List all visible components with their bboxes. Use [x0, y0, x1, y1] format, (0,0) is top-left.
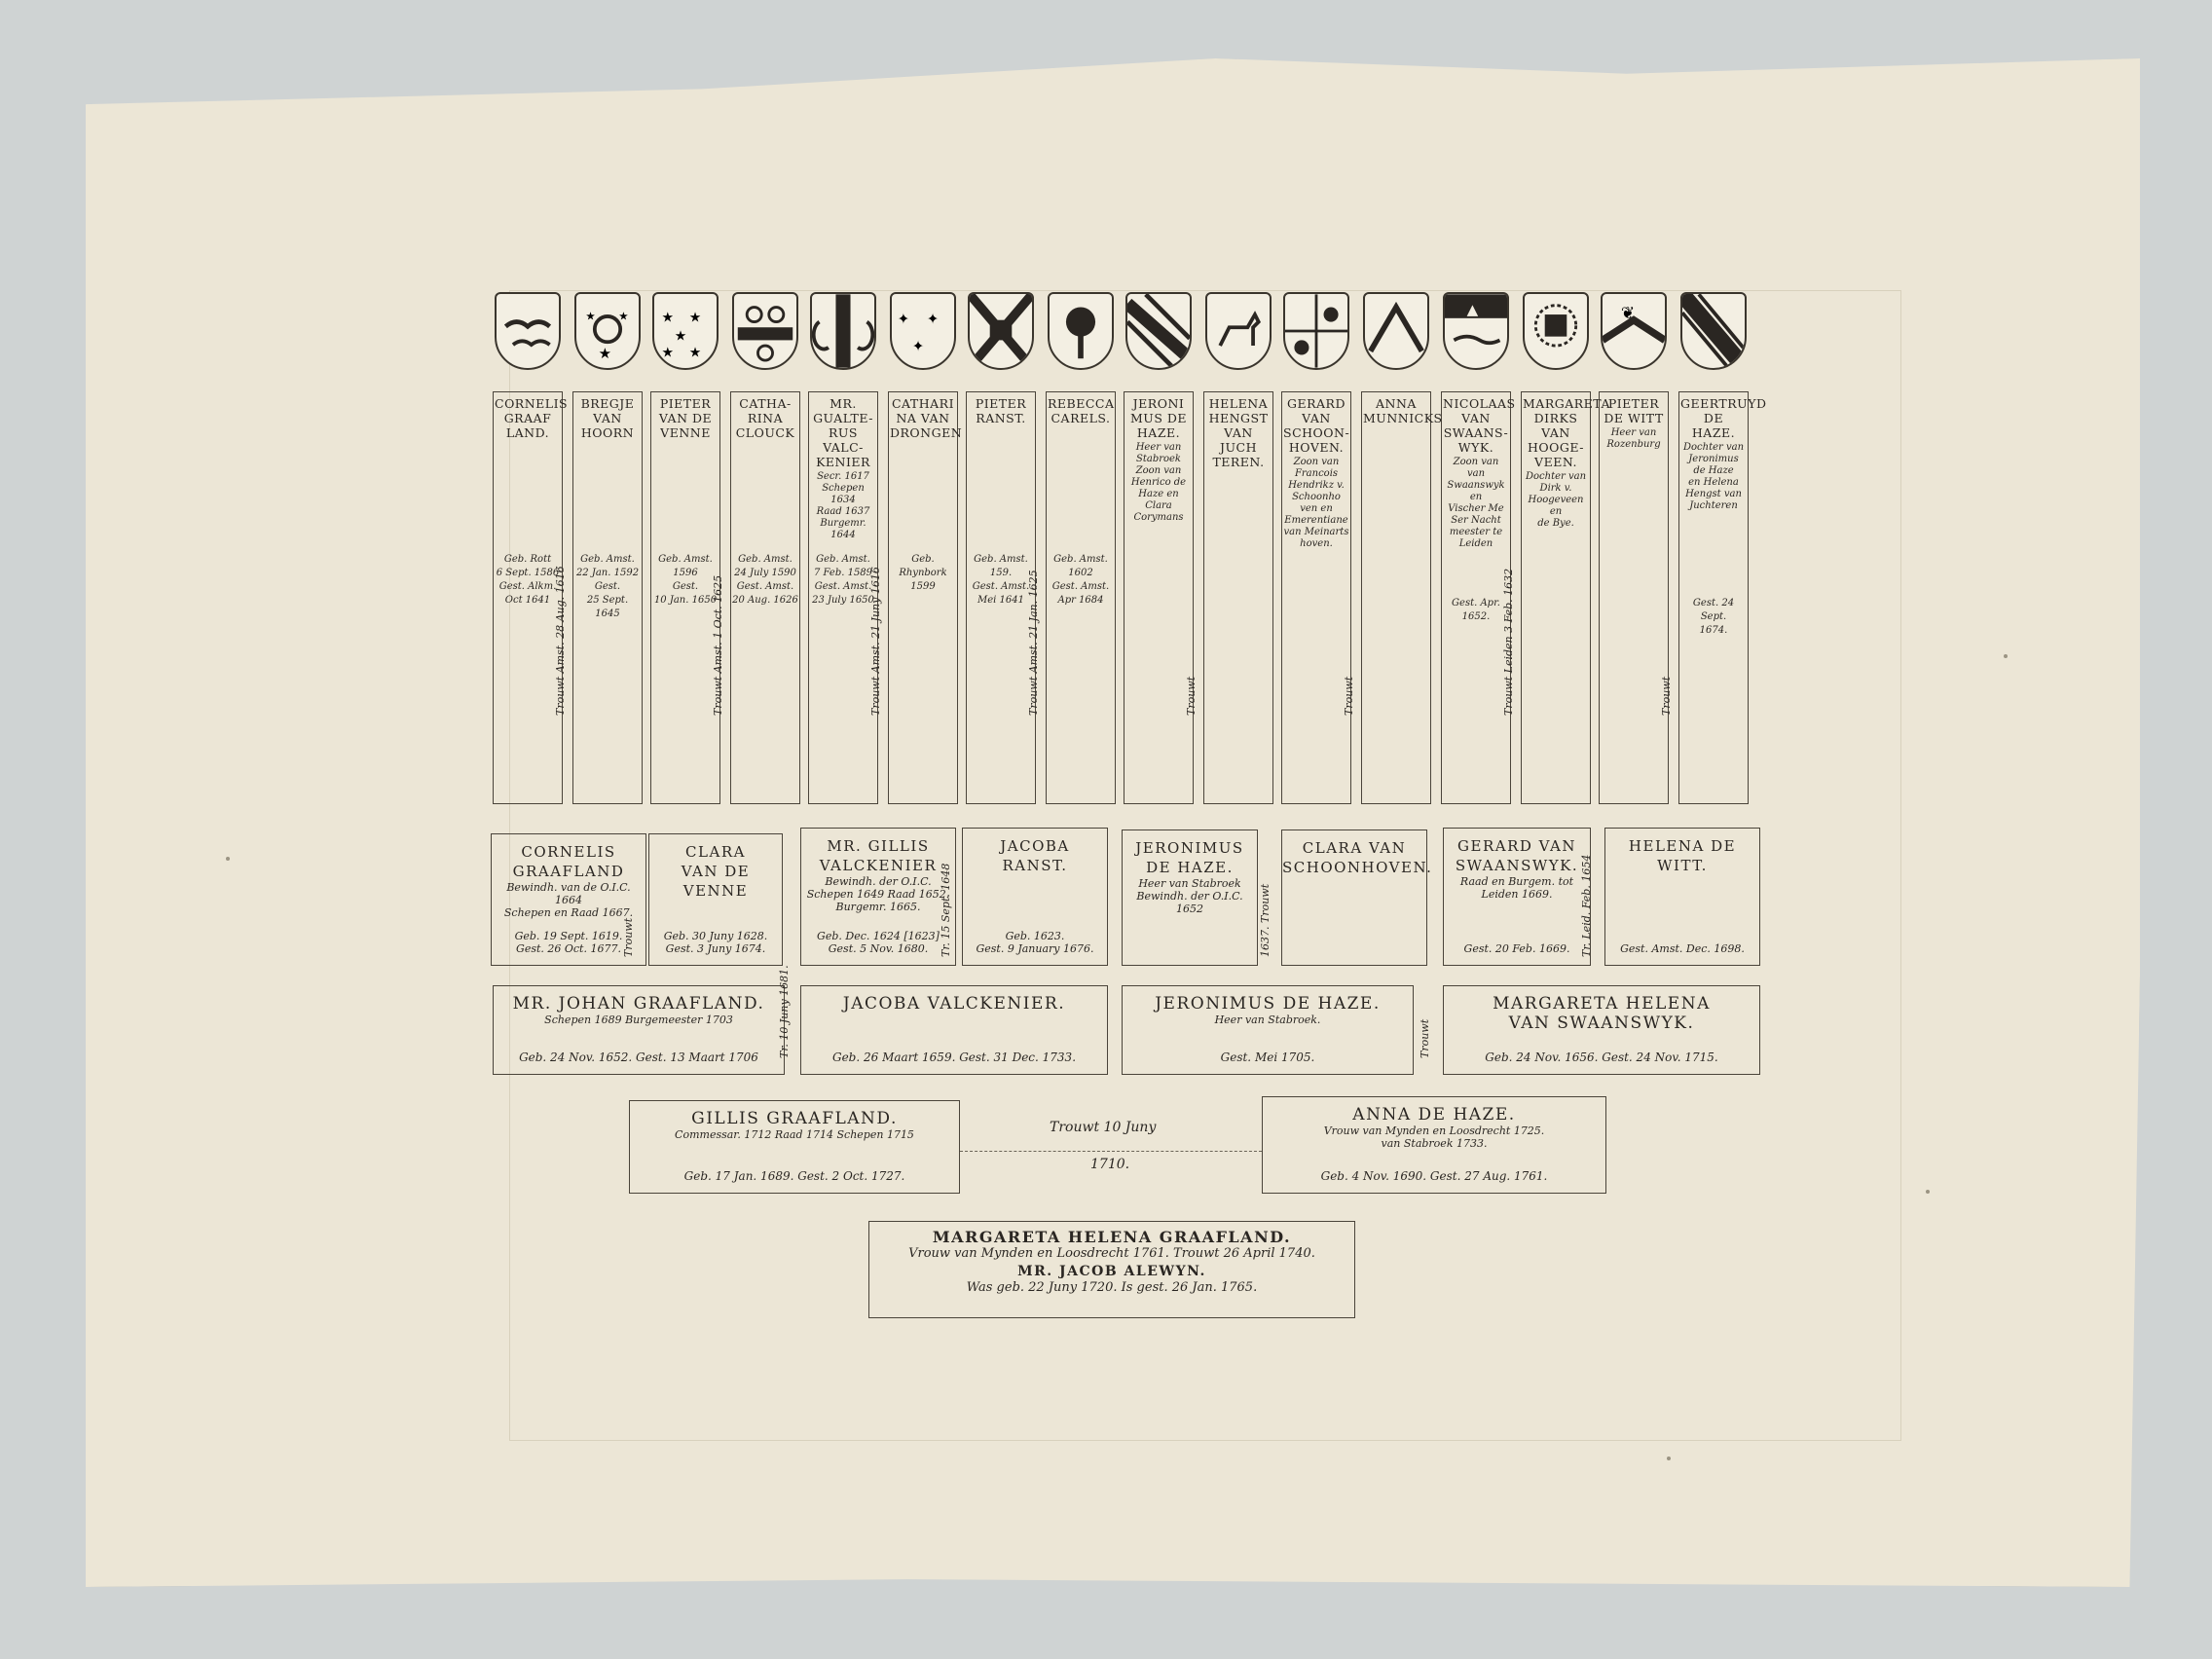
- subject-name: MARGARETA HELENA GRAAFLAND.: [932, 1228, 1292, 1246]
- ancestor-note: Heer van Rozenburg: [1606, 427, 1661, 450]
- ancestor-name: MARGARETA DIRKS VAN HOOGE- VEEN.: [1523, 396, 1610, 469]
- breghje-van-hoorn-arms-icon: [574, 292, 641, 370]
- ancestor-note: Dochter van Dirk v. Hoogeveen en de Bye.: [1525, 471, 1587, 529]
- grandparent-box: [1604, 828, 1760, 966]
- svg-text:★: ★: [661, 310, 675, 326]
- marriage-note: Trouwt Amst. 28 Aug. 1616: [554, 566, 567, 716]
- svg-text:✦: ✦: [911, 337, 925, 355]
- marriage-note: Trouwt Amst. 1 Oct. 1625: [712, 574, 724, 716]
- ancestor-name: GEERTRUYD DE HAZE.: [1680, 396, 1767, 440]
- grandparent-name: MR. GILLIS VALCKENIER: [819, 837, 938, 874]
- parent-note: Heer van Stabroek.: [1214, 1014, 1321, 1026]
- parent-name: JACOBA VALCKENIER.: [842, 994, 1066, 1014]
- ancestor-note: Secr. 1617 Schepen 1634 Raad 1637 Burgemr. 1644: [816, 471, 870, 540]
- ancestor-column: [730, 391, 800, 804]
- ancestor-column: [1124, 391, 1194, 804]
- jeronimus-de-haze-arms-icon: [1125, 292, 1192, 370]
- ancestor-dates: Geb. Amst. 1602 Gest. Amst. Apr 1684: [1051, 554, 1110, 606]
- grandparent-dates: Geb. Dec. 1624 [1623] Gest. 5 Nov. 1680.: [817, 930, 940, 955]
- grandparent-box: [1122, 830, 1258, 966]
- grandparent-dates: Geb. 30 Juny 1628. Gest. 3 Juny 1674.: [663, 930, 768, 955]
- pieter-van-de-venne-arms-icon: [652, 292, 719, 370]
- ancestor-column: [1599, 391, 1669, 804]
- marriage-note: 1637. Trouwt: [1259, 883, 1272, 957]
- ancestor-name: PIETER VAN DE VENNE: [658, 396, 713, 440]
- marriage-year: 1710.: [1090, 1157, 1130, 1172]
- gerard-van-schoonhoven-arms-icon: [1283, 292, 1349, 370]
- ancestor-note: Zoon van Francois Hendrikz v. Schoonho ven en Emerentiane van Meinarts hoven.: [1283, 457, 1349, 549]
- ancestor-dates: Geb. Amst. 159. Gest. Amst. Mei 1641: [972, 554, 1030, 606]
- marriage-note: Trouwt Leiden 3 Feb. 1632: [1502, 568, 1515, 716]
- svg-text:❦: ❦: [1620, 302, 1636, 322]
- grandparent-dates: Gest. 20 Feb. 1669.: [1463, 942, 1570, 955]
- ancestor-column: [888, 391, 963, 804]
- parent-dates: Geb. 24 Nov. 1656. Gest. 24 Nov. 1715.: [1485, 1051, 1718, 1064]
- svg-text:★: ★: [618, 310, 629, 323]
- marriage-note: Tr. 15 Sept. 1648: [940, 863, 952, 957]
- ancestor-dates: Geb. Amst. 1596 Gest. 10 Jan. 1650: [653, 554, 718, 606]
- grandparent-name: GERARD VAN SWAANSWYK.: [1455, 837, 1579, 874]
- marriage-note: Tr. 10 Juny 1681.: [778, 965, 791, 1058]
- ancestor-name: BREGJE VAN HOORN: [580, 396, 635, 440]
- marriage-note: Tr. Leid. Feb. 1654: [1580, 854, 1593, 957]
- ancestor-column: [1441, 391, 1516, 804]
- grandparent-dates: Geb. 19 Sept. 1619. Gest. 26 Oct. 1677.: [514, 930, 623, 955]
- ancestor-name: CATHA- RINA CLOUCK: [735, 396, 795, 440]
- pieter-ranst-arms-icon: [968, 292, 1034, 370]
- ancestor-name: CATHARI NA VAN DRONGEN: [890, 396, 963, 440]
- marriage-date: Trouwt 10 Juny: [1050, 1120, 1157, 1135]
- ancestor-dates: Gest. Apr. 1652.: [1452, 598, 1500, 622]
- grandparent-name: CLARA VAN SCHOONHOVEN.: [1282, 839, 1433, 876]
- grandparent-name: CORNELIS GRAAFLAND: [512, 843, 625, 880]
- ancestor-column: [650, 391, 720, 804]
- svg-text:▲: ▲: [1466, 301, 1479, 319]
- ancestor-dates: Geb. Rhynbork 1599: [899, 554, 947, 592]
- foxing-spot: [1667, 1456, 1671, 1460]
- gualtherus-valckenier-arms-icon: [810, 292, 876, 370]
- ancestor-dates: Gest. 24 Sept. 1674.: [1692, 598, 1735, 636]
- grandparent-name: CLARA VAN DE VENNE: [681, 843, 751, 900]
- ancestor-column: [1521, 391, 1610, 804]
- svg-text:★: ★: [585, 310, 596, 323]
- ancestor-column: [1361, 391, 1443, 804]
- parent-name: MARGARETA HELENA VAN SWAANSWYK.: [1493, 994, 1711, 1033]
- grandparent-note: Bewindh. der O.I.C. Schepen 1649 Raad 1652. Burgemr. 1665.: [806, 875, 950, 913]
- ancestor-dates: Geb. Amst. 7 Feb. 1589 Gest. Amst. 23 July 1650: [812, 554, 874, 606]
- grandparent-note: Bewindh. van de O.I.C. 1664 Schepen en Raad 1667.: [503, 881, 634, 919]
- marriage-note: Trouwt Amst. 21 Juny 1616: [869, 567, 882, 716]
- anna-munnicks-arms-icon: [1363, 292, 1429, 370]
- svg-text:★: ★: [688, 345, 702, 361]
- svg-text:★: ★: [661, 345, 675, 361]
- foxing-spot: [2004, 654, 2008, 658]
- svg-text:✦: ✦: [897, 310, 910, 328]
- ancestor-note: Zoon van van Swaanswyk en Vischer Me Ser Nacht meester te Leiden: [1447, 457, 1505, 549]
- cornelis-graafland-arms-icon: [495, 292, 561, 370]
- paper-sheet: [86, 58, 2140, 1587]
- ancestor-column: [966, 391, 1036, 804]
- grandparent-box: [1281, 830, 1433, 966]
- ancestor-column: [1203, 391, 1273, 804]
- grandparent-dates: Geb. 1623. Gest. 9 January 1676.: [976, 930, 1094, 955]
- catharina-van-drongen-arms-icon: [890, 292, 956, 370]
- helena-hengst-arms-icon: [1205, 292, 1272, 370]
- ancestor-column: [493, 391, 569, 804]
- grandparent-box: [1443, 828, 1591, 966]
- grandparent-name: HELENA DE WITT.: [1628, 837, 1737, 874]
- ancestor-name: NICOLAAS VAN SWAANS- WYK.: [1443, 396, 1516, 455]
- svg-text:★: ★: [674, 328, 687, 345]
- father-box-dates: Geb. 17 Jan. 1689. Gest. 2 Oct. 1727.: [683, 1169, 905, 1183]
- ancestor-dates: Geb. Amst. 24 July 1590 Gest. Amst. 20 Aug. 1626: [732, 554, 798, 606]
- catharina-clouck-arms-icon: [732, 292, 798, 370]
- subject-box: [868, 1221, 1355, 1318]
- ancestor-name: PIETER RANST.: [975, 396, 1027, 425]
- ancestor-name: REBECCA CARELS.: [1048, 396, 1115, 425]
- foxing-spot: [1926, 1190, 1930, 1194]
- parent-name: JERONIMUS DE HAZE.: [1155, 994, 1381, 1014]
- grandparent-box: [648, 833, 783, 966]
- marriage-note: Trouwt: [1660, 676, 1673, 716]
- marriage-note: Trouwt: [1185, 676, 1198, 716]
- ancestor-column: [572, 391, 643, 804]
- grandparent-note: Raad en Burgem. tot Leiden 1669.: [1459, 875, 1574, 901]
- grandparent-box: [800, 828, 956, 966]
- ancestor-dates: Geb. Amst. 22 Jan. 1592 Gest. 25 Sept. 1645: [575, 554, 640, 619]
- ancestor-name: JERONI MUS DE HAZE.: [1129, 396, 1188, 440]
- parent-box: [1443, 985, 1760, 1075]
- father-box-note: Commessar. 1712 Raad 1714 Schepen 1715: [675, 1128, 914, 1141]
- parent-box: [493, 985, 785, 1075]
- grandparent-name: JACOBA RANST.: [1000, 837, 1070, 874]
- marriage-note: Trouwt: [622, 917, 635, 957]
- ancestor-name: CORNELIS GRAAF LAND.: [495, 396, 569, 440]
- geertruyd-de-haze-arms-icon: [1680, 292, 1747, 370]
- father-box: [629, 1100, 960, 1194]
- ancestor-column: [1046, 391, 1116, 804]
- svg-text:✦: ✦: [926, 310, 940, 328]
- father-box-name: GILLIS GRAAFLAND.: [691, 1109, 898, 1128]
- grandparent-dates: Gest. Amst. Dec. 1698.: [1620, 942, 1745, 955]
- subject-title: Vrouw van Mynden en Loosdrecht 1761. Trouwt 26 April 1740.: [908, 1246, 1315, 1261]
- marriage-note: Trouwt: [1343, 676, 1355, 716]
- mother-box-note: Vrouw van Mynden en Loosdrecht 1725. van Stabroek 1733.: [1323, 1124, 1545, 1150]
- parent-dates: Geb. 24 Nov. 1652. Gest. 13 Maart 1706: [519, 1051, 758, 1064]
- foxing-spot: [226, 857, 230, 861]
- spouse-dates: Was geb. 22 Juny 1720. Is gest. 26 Jan. 1765.: [966, 1280, 1258, 1295]
- ancestor-name: HELENA HENGST VAN JUCH TEREN.: [1208, 396, 1269, 469]
- grandparent-note: Heer van Stabroek Bewindh. der O.I.C. 1652: [1136, 877, 1243, 915]
- svg-text:★: ★: [688, 310, 702, 326]
- parent-dates: Gest. Mei 1705.: [1220, 1051, 1315, 1064]
- parent-dates: Geb. 26 Maart 1659. Gest. 31 Dec. 1733.: [831, 1051, 1077, 1064]
- grandparent-box: [962, 828, 1108, 966]
- ancestor-name: PIETER DE WITT: [1604, 396, 1664, 425]
- ancestor-column: [1281, 391, 1351, 804]
- nicolaas-van-swaanswyk-arms-icon: [1443, 292, 1509, 370]
- ancestor-note: Dochter van Jeronimus de Haze en Helena Hengst van Juchteren: [1682, 442, 1745, 511]
- rebecca-carels-arms-icon: [1048, 292, 1114, 370]
- parent-box: [1122, 985, 1414, 1075]
- ancestor-column: [808, 391, 878, 804]
- marriage-note: Trouwt Amst. 21 Jan. 1625: [1027, 570, 1040, 716]
- mother-box-dates: Geb. 4 Nov. 1690. Gest. 27 Aug. 1761.: [1320, 1169, 1548, 1183]
- ancestor-dates: Geb. Rott 6 Sept. 1586 Gest. Alkm. Oct 1641: [496, 554, 560, 606]
- parent-name: MR. JOHAN GRAAFLAND.: [512, 994, 765, 1014]
- parent-box: [800, 985, 1108, 1075]
- parent-note: Schepen 1689 Burgemeester 1703: [544, 1014, 733, 1026]
- marriage-note: Trouwt: [1419, 1018, 1431, 1058]
- ancestor-name: ANNA MUNNICKS: [1363, 396, 1443, 425]
- ancestor-note: Heer van Stabroek Zoon van Henrico de Haze en Clara Corymans: [1130, 442, 1187, 523]
- pieter-de-witt-arms-icon: [1601, 292, 1667, 370]
- ancestor-column: [1678, 391, 1767, 804]
- mother-box-name: ANNA DE HAZE.: [1352, 1105, 1516, 1124]
- margareta-van-hoogeveen-arms-icon: [1523, 292, 1589, 370]
- svg-text:★: ★: [598, 345, 612, 363]
- mother-box: [1262, 1096, 1606, 1194]
- ancestor-name: GERARD VAN SCHOON- HOVEN.: [1283, 396, 1350, 455]
- marriage-line: [960, 1151, 1262, 1152]
- spouse-name: MR. JACOB ALEWYN.: [1017, 1264, 1206, 1279]
- grandparent-name: JERONIMUS DE HAZE.: [1135, 839, 1244, 876]
- ancestor-name: MR. GUALTE- RUS VALC- KENIER: [813, 396, 873, 469]
